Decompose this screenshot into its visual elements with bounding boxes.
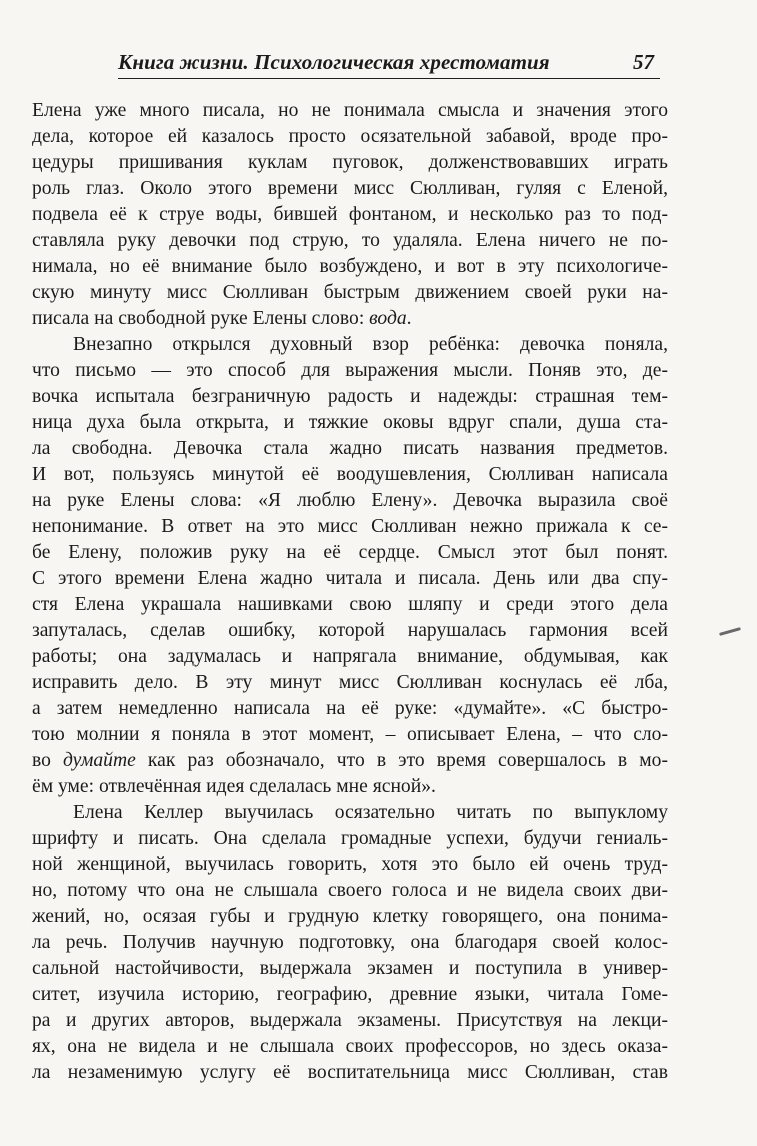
text-line (32, 462, 668, 488)
line-text: жений, но, осязая губы и грудную клетку говорящего, она понима- (32, 906, 668, 927)
body-text (32, 98, 668, 1086)
text-line (32, 852, 668, 878)
text-line (32, 540, 668, 566)
text-line (32, 1060, 668, 1086)
line-text: шрифту и писать. Она сделала громадные успехи, будучи гениаль- (32, 828, 668, 849)
line-text: И вот, пользуясь минутой её воодушевления, Сюлливан написала (32, 464, 668, 485)
line-text: Елена уже много писала, но не понимала смысла и значения этого (32, 100, 668, 121)
line-text: ница духа была открыта, и тяжкие оковы вдруг спали, душа ста- (32, 412, 668, 433)
text-line (32, 228, 668, 254)
emphasis-word: думайте (63, 750, 136, 771)
text-line (32, 176, 668, 202)
text-line (32, 1008, 668, 1034)
line-text: на руке Елены слова: «Я люблю Елену». Девочка выразила своё (32, 490, 668, 511)
line-text: стя Елена украшала нашивками свою шляпу и среди этого дела (32, 594, 668, 615)
line-text: ях, она не видела и не слышала своих профессоров, но здесь оказа- (32, 1036, 668, 1057)
text-line (32, 878, 668, 904)
text-line (32, 384, 668, 410)
text-line (32, 410, 668, 436)
line-text: скую минуту мисс Сюлливан быстрым движением своей руки на- (32, 282, 668, 303)
line-text: а затем немедленно написала на её руке: «думайте». «С быстро- (32, 698, 668, 719)
header-title: Книга жизни. Психологическая хрестоматия (118, 50, 550, 74)
line-text: ситет, изучила историю, географию, древние языки, читала Гоме- (32, 984, 668, 1005)
text-line (32, 592, 668, 618)
running-header (118, 50, 660, 79)
line-text: цедуры пришивания куклам пуговок, долженствовавших играть (32, 152, 668, 173)
text-line (32, 436, 668, 462)
text-line (32, 618, 668, 644)
line-text: непонимание. В ответ на это мисс Сюлливан нежно прижала к се- (32, 516, 668, 537)
line-text: писала на свободной руке Елены слово: (32, 308, 370, 329)
line-text: тою молнии я поняла в этот момент, – описывает Елена, – что сло- (32, 724, 668, 745)
text-line (32, 670, 668, 696)
line-text: что письмо — это способ для выражения мысли. Поняв это, де- (32, 360, 668, 381)
text-line (32, 98, 668, 124)
text-line (32, 826, 668, 852)
line-text: дела, которое ей казалось просто осязательной забавой, вроде про- (32, 126, 668, 147)
line-text: запуталась, сделав ошибку, которой нарушалась гармония всей (32, 620, 668, 641)
line-text: бе Елену, положив руку на её сердце. Смысл этот был понят. (32, 542, 668, 563)
line-text: ла речь. Получив научную подготовку, она благодаря своей колос- (32, 932, 668, 953)
text-line (32, 982, 668, 1008)
line-text: ла свободна. Девочка стала жадно писать названия предметов. (32, 438, 668, 459)
line-text: но, потому что она не слышала своего голоса и не видела своих дви- (32, 880, 668, 901)
line-text: ставляла руку девочки под струю, то удаляла. Елена ничего не по- (32, 230, 668, 251)
text-line (32, 1034, 668, 1060)
text-line (32, 488, 668, 514)
text-line (32, 774, 668, 800)
emphasis-word: вода (369, 308, 407, 329)
text-line (32, 202, 668, 228)
line-text: во (32, 750, 64, 771)
text-line (32, 150, 668, 176)
page-number: 57 (633, 50, 654, 74)
text-line (32, 566, 668, 592)
line-text: Елена Келлер выучилась осязательно читать по выпуклому (73, 802, 668, 823)
line-text: исправить дело. В эту минут мисс Сюлливан коснулась её лба, (32, 672, 668, 693)
line-text: нимала, но её внимание было возбуждено, и вот в эту психологиче- (32, 256, 668, 277)
line-text: С этого времени Елена жадно читала и писала. День или два спу- (32, 568, 668, 589)
text-line (32, 332, 668, 358)
margin-mark (719, 627, 741, 636)
line-text: ём уме: отвлечённая идея сделалась мне ясной». (32, 776, 436, 797)
line-text: ра и других авторов, выдержала экзамены. Присутствуя на лекци- (32, 1010, 668, 1031)
line-text: сальной настойчивости, выдержала экзамен и поступила в универ- (32, 958, 668, 979)
text-line (32, 280, 668, 306)
line-text: подвела её к струе воды, бившей фонтаном, и несколько раз то под- (32, 204, 668, 225)
text-line (32, 358, 668, 384)
text-line (32, 904, 668, 930)
line-text-tail: . (406, 308, 412, 329)
text-line (32, 956, 668, 982)
text-line (32, 800, 668, 826)
line-text: ла незаменимую услугу её воспитательница мисс Сюлливан, став (32, 1062, 668, 1083)
line-text: роль глаз. Около этого времени мисс Сюлливан, гуляя с Еленой, (32, 178, 668, 199)
text-line (32, 514, 668, 540)
line-text: Внезапно открылся духовный взор ребёнка: девочка поняла, (73, 334, 668, 355)
line-text: ной женщиной, выучилась говорить, хотя это было ей очень труд- (32, 854, 668, 875)
line-text: вочка испытала безграничную радость и надежды: страшная тем- (32, 386, 668, 407)
text-line (32, 644, 668, 670)
text-line (32, 748, 668, 774)
text-line (32, 696, 668, 722)
text-line (32, 722, 668, 748)
text-line (32, 254, 668, 280)
text-line (32, 306, 668, 332)
line-text-tail: как раз обозначало, что в это время совершалось в мо- (135, 750, 668, 771)
text-line (32, 124, 668, 150)
text-line (32, 930, 668, 956)
line-text: работы; она задумалась и напрягала внимание, обдумывая, как (32, 646, 668, 667)
